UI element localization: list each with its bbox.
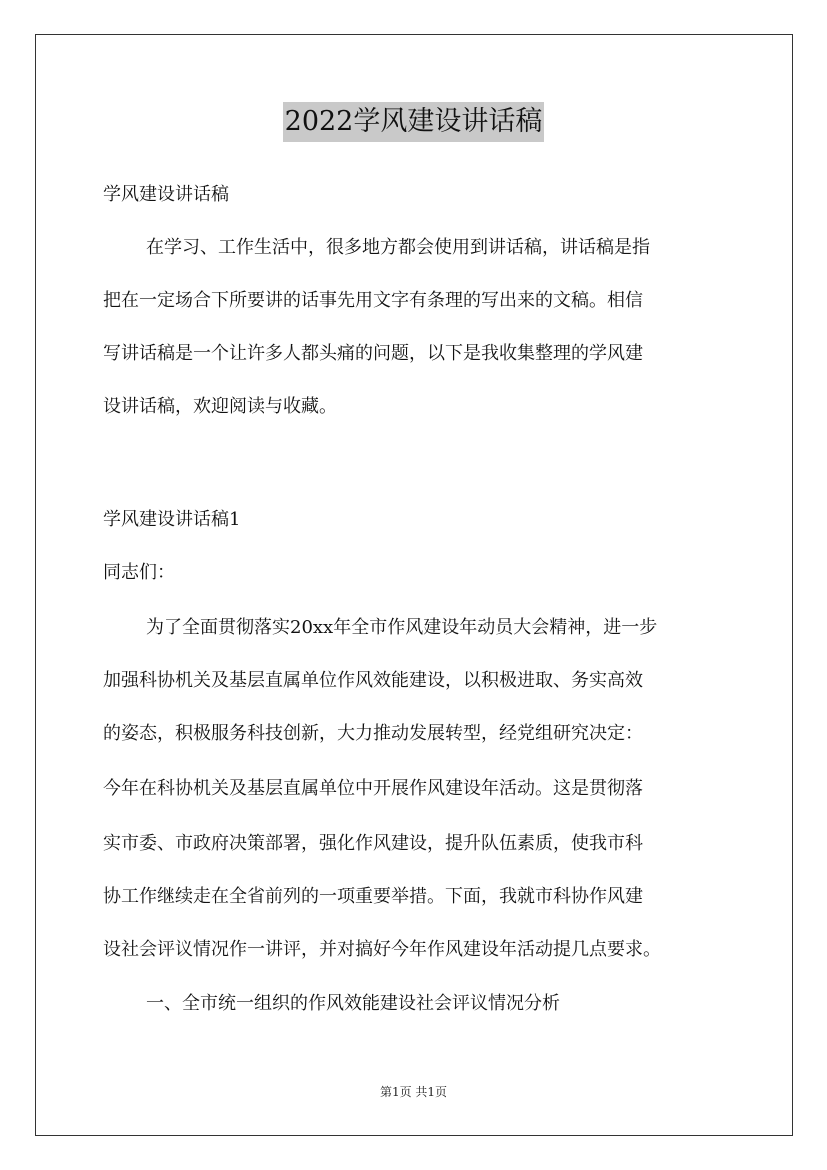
salutation-line: 同志们： bbox=[103, 562, 175, 583]
paragraph-line: 设讲话稿，欢迎阅读与收藏。 bbox=[103, 396, 337, 417]
paragraph-line: 为了全面贯彻落实20xx年全市作风建设年动员大会精神，进一步 bbox=[146, 617, 658, 638]
page-footer: 第1页 共1页 bbox=[379, 1085, 448, 1099]
section-subheading: 一、全市统一组织的作风效能建设社会评议情况分析 bbox=[146, 993, 560, 1014]
subtitle-line: 学风建设讲话稿 bbox=[103, 184, 229, 205]
paragraph-line: 的姿态，积极服务科技创新，大力推动发展转型，经党组研究决定： bbox=[103, 723, 643, 744]
paragraph-line: 设社会评议情况作一讲评，并对搞好今年作风建设年活动提几点要求。 bbox=[103, 939, 661, 960]
section-heading: 学风建设讲话稿1 bbox=[103, 509, 241, 530]
paragraph-line: 在学习、工作生活中，很多地方都会使用到讲话稿，讲话稿是指 bbox=[146, 237, 650, 258]
paragraph-line: 加强科协机关及基层直属单位作风效能建设，以积极进取、务实高效 bbox=[103, 670, 643, 691]
paragraph-line: 协工作继续走在全省前列的一项重要举措。下面，我就市科协作风建 bbox=[103, 886, 643, 907]
paragraph-line: 实市委、市政府决策部署，强化作风建设，提升队伍素质，使我市科 bbox=[103, 833, 643, 854]
paragraph-line: 把在一定场合下所要讲的话事先用文字有条理的写出来的文稿。相信 bbox=[103, 290, 643, 311]
title-container bbox=[0, 102, 827, 142]
document-title: 2022学风建设讲话稿 bbox=[283, 102, 545, 142]
paragraph-line: 今年在科协机关及基层直属单位中开展作风建设年活动。这是贯彻落 bbox=[103, 778, 643, 799]
paragraph-line: 写讲话稿是一个让许多人都头痛的问题，以下是我收集整理的学风建 bbox=[103, 343, 643, 364]
